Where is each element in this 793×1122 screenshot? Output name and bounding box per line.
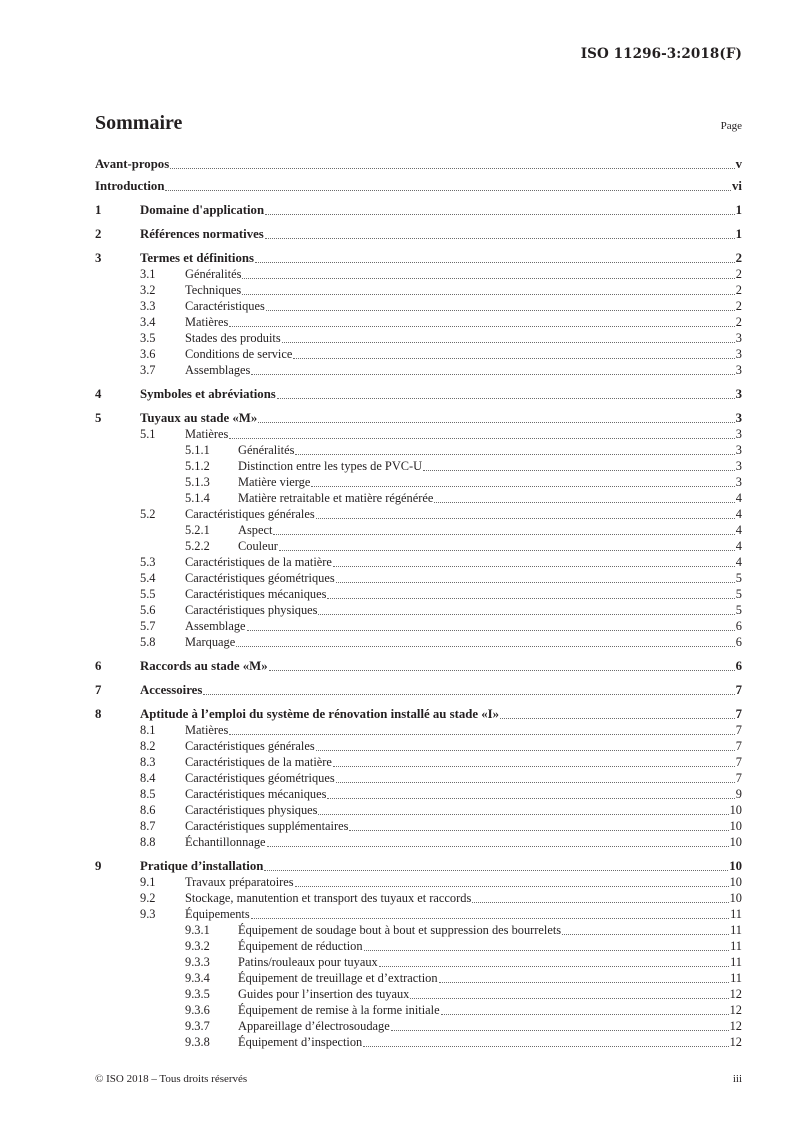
toc-entry[interactable] <box>95 1034 742 1050</box>
toc-entry[interactable] <box>95 858 742 874</box>
toc-entry-number: 3.2 <box>140 283 156 297</box>
toc-entry-page[interactable]: 7 <box>735 683 742 697</box>
toc-entry-page[interactable]: 2 <box>735 251 742 265</box>
toc-entry-number: 9.1 <box>140 875 156 889</box>
toc-entry[interactable] <box>95 906 742 922</box>
toc-entry-label[interactable]: Caractéristiques géométriques <box>185 571 335 585</box>
toc-entry-page[interactable]: 4 <box>735 523 742 537</box>
toc-entry[interactable] <box>95 682 742 698</box>
toc-entry[interactable] <box>95 156 742 172</box>
toc-entry-page[interactable]: 9 <box>735 787 742 801</box>
toc-entry-label[interactable]: Caractéristiques mécaniques <box>185 787 327 801</box>
toc-entry-number: 9.3.2 <box>185 939 210 953</box>
toc-entry-page[interactable]: 11 <box>730 955 742 969</box>
toc-entry[interactable] <box>95 786 742 802</box>
toc-entry-label[interactable]: Généralités <box>185 267 242 281</box>
toc-entry-page[interactable]: 2 <box>735 299 742 313</box>
toc-entry-number: 2 <box>95 227 102 241</box>
dot-leader <box>267 846 729 847</box>
toc-entry-number: 4 <box>95 387 102 401</box>
toc-entry-page[interactable]: 10 <box>729 819 742 833</box>
toc-entry[interactable] <box>95 874 742 890</box>
toc-entry-page[interactable]: 11 <box>730 939 742 953</box>
dot-leader <box>242 278 734 279</box>
toc-entry-label[interactable]: Échantillonnage <box>185 835 266 849</box>
dot-leader <box>349 830 728 831</box>
toc-entry[interactable] <box>95 722 742 738</box>
toc-entry-label[interactable]: Symboles et abréviations <box>140 387 276 401</box>
toc-entry-label[interactable]: Introduction <box>95 179 165 193</box>
toc-entry-number: 3.1 <box>140 267 156 281</box>
document-id: ISO 11296-3:2018(F) <box>580 46 742 62</box>
toc-entry-number: 9.3.7 <box>185 1019 210 1033</box>
toc-entry[interactable] <box>95 602 742 618</box>
toc-entry-number: 6 <box>95 659 102 673</box>
toc-entry-number: 5.1.3 <box>185 475 210 489</box>
toc-entry-number: 3 <box>95 251 102 265</box>
toc-entry-page[interactable]: 7 <box>735 723 742 737</box>
dot-leader <box>266 310 735 311</box>
toc-entry-label[interactable]: Équipement de soudage bout à bout et suppression des bourrelets <box>238 923 562 937</box>
toc-entry-number: 5.3 <box>140 555 156 569</box>
toc-entry-page[interactable]: v <box>735 157 742 171</box>
dot-leader <box>336 582 735 583</box>
toc-entry[interactable] <box>95 442 742 458</box>
toc-entry-label[interactable]: Caractéristiques de la matière <box>185 555 332 569</box>
dot-leader <box>434 502 734 503</box>
toc-entry-number: 5.2.2 <box>185 539 210 553</box>
dot-leader <box>441 1014 729 1015</box>
toc-entry[interactable] <box>95 738 742 754</box>
toc-entry[interactable] <box>95 490 742 506</box>
toc-entry-page[interactable]: 4 <box>735 507 742 521</box>
toc-entry-label[interactable]: Patins/rouleaux pour tuyaux <box>238 955 378 969</box>
dot-leader <box>327 798 734 799</box>
toc-entry[interactable] <box>95 570 742 586</box>
toc-entry[interactable] <box>95 658 742 674</box>
toc-entry-number: 8.4 <box>140 771 156 785</box>
toc-entry-label[interactable]: Matières <box>185 427 229 441</box>
dot-leader <box>242 294 735 295</box>
toc-entry[interactable] <box>95 586 742 602</box>
toc-entry-page[interactable]: 6 <box>735 619 742 633</box>
toc-entry-label[interactable]: Équipement d’inspection <box>238 1035 363 1049</box>
toc-entry-page[interactable]: 6 <box>735 635 742 649</box>
toc-entry-number: 9.3 <box>140 907 156 921</box>
dot-leader <box>279 550 735 551</box>
toc-entry-label[interactable]: Équipement de remise à la forme initiale <box>238 1003 440 1017</box>
dot-leader <box>363 1046 728 1047</box>
toc-entry-number: 9.3.6 <box>185 1003 210 1017</box>
toc-entry[interactable] <box>95 1002 742 1018</box>
toc-entry-page[interactable]: 2 <box>735 283 742 297</box>
toc-entry-page[interactable]: 10 <box>729 875 742 889</box>
toc-entry-number: 3.4 <box>140 315 156 329</box>
toc-entry-page[interactable]: 11 <box>730 971 742 985</box>
toc-entry-number: 5.7 <box>140 619 156 633</box>
toc-entry-number: 5.1.1 <box>185 443 210 457</box>
toc-entry-page[interactable]: vi <box>732 179 742 193</box>
toc-entry-number: 9.3.5 <box>185 987 210 1001</box>
toc-entry-label[interactable]: Couleur <box>238 539 278 553</box>
toc-entry-label[interactable]: Pratique d’installation <box>140 859 264 873</box>
toc-entry[interactable] <box>95 506 742 522</box>
toc-entry-number: 1 <box>95 203 102 217</box>
toc-entry-label[interactable]: Caractéristiques physiques <box>185 603 318 617</box>
toc-entry-number: 9 <box>95 859 102 873</box>
toc-entry[interactable] <box>95 890 742 906</box>
toc-entry[interactable] <box>95 298 742 314</box>
toc-entry-page[interactable]: 5 <box>735 587 742 601</box>
dot-leader <box>229 734 734 735</box>
dot-leader <box>258 422 734 423</box>
toc-entry-number: 9.3.1 <box>185 923 210 937</box>
dot-leader <box>170 168 734 169</box>
toc-entry-number: 5.2 <box>140 507 156 521</box>
toc-entry-page[interactable]: 6 <box>735 659 742 673</box>
toc-entry-label[interactable]: Généralités <box>238 443 295 457</box>
toc-entry[interactable] <box>95 410 742 426</box>
toc-entry-number: 9.3.4 <box>185 971 210 985</box>
dot-leader <box>379 966 729 967</box>
toc-entry-page[interactable]: 12 <box>729 1035 742 1049</box>
toc-entry-label[interactable]: Conditions de service <box>185 347 293 361</box>
toc-entry-label[interactable]: Équipement de treuillage et d’extraction <box>238 971 438 985</box>
toc-entry-page[interactable]: 3 <box>735 331 742 345</box>
page-title: Sommaire <box>95 112 183 134</box>
toc-entry[interactable] <box>95 554 742 570</box>
toc-entry-number: 5.5 <box>140 587 156 601</box>
toc-entry[interactable] <box>95 362 742 378</box>
toc-entry-page[interactable]: 3 <box>735 475 742 489</box>
toc-entry-label[interactable]: Assemblage <box>185 619 246 633</box>
dot-leader <box>247 630 735 631</box>
toc-entry-label[interactable]: Tuyaux au stade «M» <box>140 411 258 425</box>
toc-entry-label[interactable]: Domaine d'application <box>140 203 265 217</box>
toc-entry[interactable] <box>95 922 742 938</box>
toc-entry-page[interactable]: 2 <box>735 315 742 329</box>
dot-leader <box>336 782 735 783</box>
dot-leader <box>318 814 728 815</box>
toc-entry-page[interactable]: 7 <box>735 707 742 721</box>
toc-entry[interactable] <box>95 178 742 194</box>
toc-entry[interactable] <box>95 706 742 722</box>
toc-entry-label[interactable]: Avant-propos <box>95 157 170 171</box>
toc-entry-page[interactable]: 3 <box>735 347 742 361</box>
toc-entry-label[interactable]: Matières <box>185 723 229 737</box>
toc-entry-page[interactable]: 5 <box>735 571 742 585</box>
toc-entry[interactable] <box>95 386 742 402</box>
toc-entry-label[interactable]: Distinction entre les types de PVC-U <box>238 459 423 473</box>
dot-leader <box>269 670 735 671</box>
dot-leader <box>327 598 734 599</box>
toc-entry-page[interactable]: 7 <box>735 739 742 753</box>
toc-entry-number: 9.3.3 <box>185 955 210 969</box>
dot-leader <box>333 566 735 567</box>
toc-entry-label[interactable]: Termes et définitions <box>140 251 254 265</box>
dot-leader <box>251 918 729 919</box>
toc-entry-number: 5 <box>95 411 102 425</box>
toc-entry[interactable] <box>95 970 742 986</box>
toc-entry-number: 3.7 <box>140 363 156 377</box>
toc-entry-number: 3.5 <box>140 331 156 345</box>
dot-leader <box>251 374 734 375</box>
toc-entry-label[interactable]: Caractéristiques géométriques <box>185 771 335 785</box>
toc-entry-label[interactable]: Caractéristiques de la matière <box>185 755 332 769</box>
toc-entry[interactable] <box>95 986 742 1002</box>
toc-entry-label[interactable]: Guides pour l’insertion des tuyaux <box>238 987 410 1001</box>
toc-entry-page[interactable]: 12 <box>729 987 742 1001</box>
toc-entry-label[interactable]: Assemblages <box>185 363 251 377</box>
toc-entry-page[interactable]: 11 <box>730 907 742 921</box>
toc-entry[interactable] <box>95 818 742 834</box>
toc-entry-number: 9.3.8 <box>185 1035 210 1049</box>
toc-entry-label[interactable]: Matières <box>185 315 229 329</box>
toc-entry[interactable] <box>95 754 742 770</box>
toc-entry-page[interactable]: 3 <box>735 443 742 457</box>
toc-entry-page[interactable]: 10 <box>729 859 742 873</box>
toc-entry-label[interactable]: Marquage <box>185 635 236 649</box>
toc-entry-number: 5.6 <box>140 603 156 617</box>
toc-entry[interactable] <box>95 474 742 490</box>
toc-entry-number: 3.3 <box>140 299 156 313</box>
toc-entry[interactable] <box>95 346 742 362</box>
toc-entry-label[interactable]: Matière retraitable et matière régénérée <box>238 491 434 505</box>
toc-entry-number: 8.8 <box>140 835 156 849</box>
toc-entry-page[interactable]: 4 <box>735 539 742 553</box>
toc-entry[interactable] <box>95 954 742 970</box>
dot-leader <box>364 950 730 951</box>
toc-entry-label[interactable]: Caractéristiques physiques <box>185 803 318 817</box>
toc-entry-label[interactable]: Travaux préparatoires <box>185 875 294 889</box>
toc-entry-label[interactable]: Équipements <box>185 907 250 921</box>
toc-entry-page[interactable]: 7 <box>735 771 742 785</box>
toc-entry-label[interactable]: Stades des produits <box>185 331 281 345</box>
toc-entry[interactable] <box>95 634 742 650</box>
toc-entry-page[interactable]: 3 <box>735 363 742 377</box>
toc-entry-label[interactable]: Caractéristiques <box>185 299 265 313</box>
toc-entry-page[interactable]: 2 <box>735 267 742 281</box>
dot-leader <box>500 718 735 719</box>
toc-entry[interactable] <box>95 282 742 298</box>
toc-entry[interactable] <box>95 458 742 474</box>
toc-entry-number: 8.7 <box>140 819 156 833</box>
toc-entry[interactable] <box>95 538 742 554</box>
toc-entry-page[interactable]: 5 <box>735 603 742 617</box>
toc-entry-page[interactable]: 3 <box>735 387 742 401</box>
toc-entry-label[interactable]: Matière vierge <box>238 475 311 489</box>
toc-entry-label[interactable]: Aspect <box>238 523 273 537</box>
toc-entry-number: 5.8 <box>140 635 156 649</box>
dot-leader <box>423 470 735 471</box>
toc-entry-number: 8.6 <box>140 803 156 817</box>
toc-entry-number: 7 <box>95 683 102 697</box>
toc-entry-number: 5.2.1 <box>185 523 210 537</box>
toc-entry-label[interactable]: Raccords au stade «M» <box>140 659 268 673</box>
toc-entry-label[interactable]: Caractéristiques mécaniques <box>185 587 327 601</box>
toc-entry-label[interactable]: Stockage, manutention et transport des tuyaux et raccords <box>185 891 472 905</box>
dot-leader <box>282 342 735 343</box>
toc-entry-label[interactable]: Caractéristiques supplémentaires <box>185 819 349 833</box>
toc-entry[interactable] <box>95 770 742 786</box>
toc-entry-label[interactable]: Caractéristiques générales <box>185 507 315 521</box>
toc-entry-number: 8.5 <box>140 787 156 801</box>
dot-leader <box>316 518 735 519</box>
toc-entry-number: 3.6 <box>140 347 156 361</box>
dot-leader <box>265 238 735 239</box>
toc-entry-number: 8.3 <box>140 755 156 769</box>
dot-leader <box>277 398 735 399</box>
toc-entry-page[interactable]: 3 <box>735 459 742 473</box>
toc-entry-page[interactable]: 11 <box>730 923 742 937</box>
dot-leader <box>295 886 729 887</box>
toc-entry-number: 8.2 <box>140 739 156 753</box>
toc-entry-page[interactable]: 3 <box>735 411 742 425</box>
toc-entry[interactable] <box>95 266 742 282</box>
toc-entry[interactable] <box>95 330 742 346</box>
dot-leader <box>439 982 730 983</box>
toc-entry-label[interactable]: Caractéristiques générales <box>185 739 315 753</box>
toc-entry[interactable] <box>95 1018 742 1034</box>
dot-leader <box>391 1030 729 1031</box>
dot-leader <box>472 902 728 903</box>
dot-leader <box>333 766 735 767</box>
toc-entry-number: 5.1 <box>140 427 156 441</box>
toc-entry-page[interactable]: 1 <box>735 203 742 217</box>
toc-entry-page[interactable]: 4 <box>735 491 742 505</box>
toc-entry[interactable] <box>95 834 742 850</box>
dot-leader <box>265 214 735 215</box>
dot-leader <box>229 438 734 439</box>
toc-entry[interactable] <box>95 226 742 242</box>
toc-entry-number: 5.4 <box>140 571 156 585</box>
toc-entry-page[interactable]: 10 <box>729 803 742 817</box>
dot-leader <box>236 646 735 647</box>
dot-leader <box>316 750 735 751</box>
page-column-label: Page <box>720 120 742 132</box>
toc-entry-label[interactable]: Références normatives <box>140 227 264 241</box>
dot-leader <box>311 486 734 487</box>
toc-entry-page[interactable]: 12 <box>729 1019 742 1033</box>
toc-entry-number: 5.1.4 <box>185 491 210 505</box>
toc-entry-number: 8.1 <box>140 723 156 737</box>
toc-entry[interactable] <box>95 938 742 954</box>
footer-page-number: iii <box>732 1073 742 1085</box>
footer-copyright: © ISO 2018 – Tous droits réservés <box>95 1073 248 1085</box>
toc-entry-page[interactable]: 12 <box>729 1003 742 1017</box>
toc-entry[interactable] <box>95 618 742 634</box>
dot-leader <box>410 998 728 999</box>
toc-entry[interactable] <box>95 314 742 330</box>
toc-entry-number: 8 <box>95 707 102 721</box>
toc-entry[interactable] <box>95 202 742 218</box>
toc-entry-page[interactable]: 3 <box>735 427 742 441</box>
toc-entry[interactable] <box>95 250 742 266</box>
toc-entry-label[interactable]: Équipement de réduction <box>238 939 363 953</box>
toc-entry-label[interactable]: Appareillage d’électrosoudage <box>238 1019 390 1033</box>
dot-leader <box>295 454 734 455</box>
toc-entry-label[interactable]: Accessoires <box>140 683 203 697</box>
dot-leader <box>203 694 734 695</box>
toc-entry-number: 9.2 <box>140 891 156 905</box>
dot-leader <box>562 934 729 935</box>
toc-entry-page[interactable]: 10 <box>729 835 742 849</box>
toc-entry-page[interactable]: 1 <box>735 227 742 241</box>
dot-leader <box>318 614 734 615</box>
dot-leader <box>165 190 731 191</box>
toc-entry-label[interactable]: Techniques <box>185 283 242 297</box>
toc-entry-page[interactable]: 7 <box>735 755 742 769</box>
dot-leader <box>229 326 734 327</box>
toc-entry-page[interactable]: 4 <box>735 555 742 569</box>
toc-entry[interactable] <box>95 522 742 538</box>
dot-leader <box>255 262 735 263</box>
dot-leader <box>264 870 728 871</box>
toc-entry-page[interactable]: 10 <box>729 891 742 905</box>
toc-entry-number: 5.1.2 <box>185 459 210 473</box>
toc-entry[interactable] <box>95 426 742 442</box>
dot-leader <box>273 534 734 535</box>
toc-entry-label[interactable]: Aptitude à l’emploi du système de rénovation installé au stade «I» <box>140 707 500 721</box>
dot-leader <box>293 358 734 359</box>
toc-entry[interactable] <box>95 802 742 818</box>
